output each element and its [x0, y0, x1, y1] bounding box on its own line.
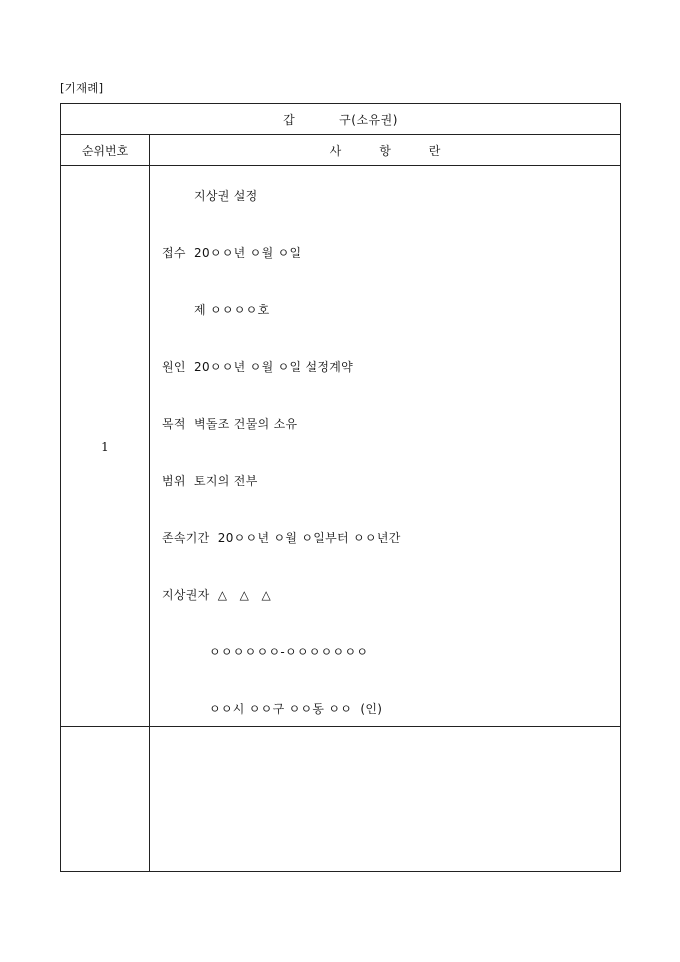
table-header-row	[61, 135, 620, 166]
header-body-label-3: 란	[428, 143, 441, 158]
table-row	[61, 166, 620, 727]
entry-seq-number: 1	[101, 440, 109, 454]
empty-seq-cell	[61, 727, 150, 871]
header-seq-cell	[61, 135, 150, 165]
entry-line-cause: 원인 20ㅇㅇ년 ㅇ월 ㅇ일 설정계약	[162, 360, 354, 374]
header-body-label-1: 사	[329, 143, 342, 158]
entry-line-address: ㅇㅇ시 ㅇㅇ구 ㅇㅇ동 ㅇㅇ (인)	[209, 702, 383, 716]
header-body-cell	[150, 135, 620, 165]
entry-line-registration-type: 지상권 설정	[194, 189, 258, 203]
entry-line-purpose: 목적 벽돌조 건물의 소유	[162, 417, 298, 431]
example-label: [기재례]	[60, 81, 104, 95]
table-row-empty	[61, 727, 620, 871]
entry-line-scope: 범위 토지의 전부	[162, 474, 258, 488]
entry-line-id-number: ㅇㅇㅇㅇㅇㅇ-ㅇㅇㅇㅇㅇㅇㅇ	[209, 645, 369, 659]
entry-line-receipt-date: 접수 20ㅇㅇ년 ㅇ월 ㅇ일	[162, 246, 302, 260]
empty-body-cell	[150, 727, 620, 871]
table-title-row	[61, 104, 620, 135]
table-title-category: 구(소유권)	[339, 112, 398, 127]
entry-body-cell	[150, 166, 620, 726]
header-body-label-2: 항	[379, 143, 391, 158]
entry-line-right-holder: 지상권자 △ △ △	[162, 588, 272, 602]
registry-table	[60, 103, 621, 872]
entry-line-receipt-number: 제 ㅇㅇㅇㅇ호	[194, 303, 270, 317]
entry-seq-cell	[61, 166, 150, 726]
entry-line-duration: 존속기간 20ㅇㅇ년 ㅇ월 ㅇ일부터 ㅇㅇ년간	[162, 531, 401, 545]
header-seq-label: 순위번호	[81, 143, 129, 158]
table-title-section: 갑	[283, 112, 296, 127]
